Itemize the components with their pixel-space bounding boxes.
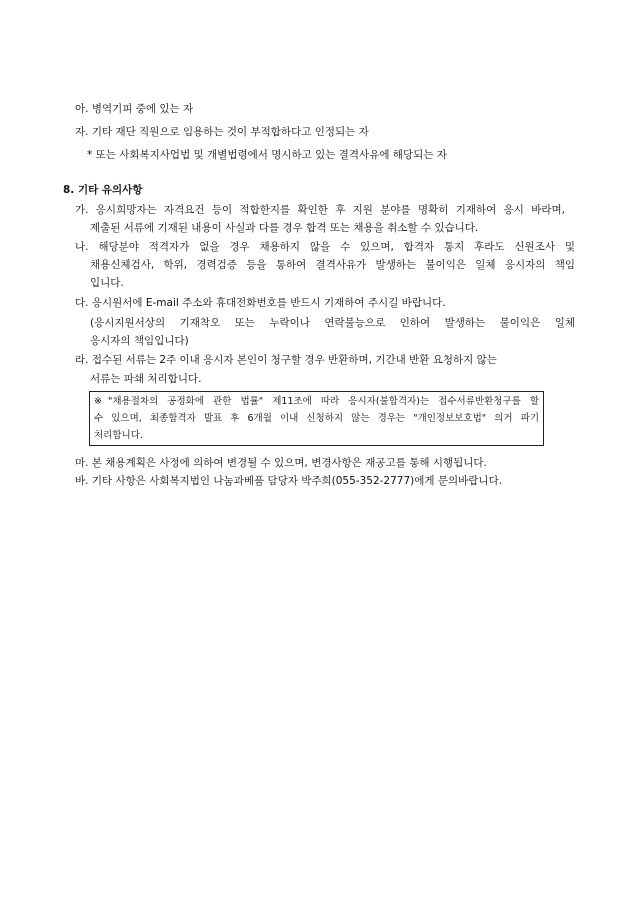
notice-line-1: ※"채용절차의 공정화에 관한 법률" 제11조에 따라 응시자(불합격자)는 접수서류반환청구를 할 — [94, 396, 539, 407]
notice-line-2: 수 있으며, 최종합격자 발표 후 6개월 이내 신청하지 않는 경우는 "개인정보보호법" 의거 파기 — [94, 413, 539, 424]
item-ra-line-1: 라. 접수된 서류는 2주 이내 응시자 본인이 청구할 경우 반환하며, 기간내 반환 요청하지 않는 — [75, 354, 497, 366]
section-8-heading: 8. 기타 유의사항 — [63, 184, 143, 196]
item-ga-line-1: 가. 응시희망자는 자격요건 등이 적합한지를 확인한 후 지원 분야를 명확히 기재하여 응시 바라며, — [75, 204, 565, 216]
item-ja: 자. 기타 재단 직원으로 임용하는 것이 부적합하다고 인정되는 자 — [75, 126, 369, 138]
item-na-line-2: 채용신체검사, 학위, 경력검증 등을 통하여 결격사유가 발생하는 불이익은 일체 응시자의 책임 — [90, 259, 575, 271]
document-return-notice-box — [89, 391, 544, 446]
item-na-line-3: 입니다. — [90, 277, 124, 289]
disqualification-note: * 또는 사회복지사업법 및 개별법령에서 명시하고 있는 결격사유에 해당되는 자 — [87, 149, 447, 161]
item-da-line-1: 다. 응시원서에 E-mail 주소와 휴대전화번호를 반드시 기재하여 주시길 바랍니다. — [75, 297, 446, 309]
notice-line-3: 처리합니다. — [94, 430, 143, 441]
item-da-line-2: (응시지원서상의 기재착오 또는 누락이나 연락불능으로 인하여 발생하는 불이익은 일체 — [90, 317, 575, 329]
item-na-line-1: 나. 해당분야 적격자가 없을 경우 채용하지 않을 수 있으며, 합격자 통지 후라도 신원조사 및 — [75, 241, 575, 253]
item-a: 아. 병역기피 중에 있는 자 — [75, 103, 194, 115]
item-ba: 바. 기타 사항은 사회복지법인 나눔과베품 담당자 박주희(055-352-2777)에게 문의바랍니다. — [75, 475, 503, 487]
item-ra-line-2: 서류는 파쇄 처리합니다. — [90, 373, 202, 385]
item-ma: 마. 본 채용계획은 사정에 의하여 변경될 수 있으며, 변경사항은 재공고를 통해 시행됩니다. — [75, 457, 487, 469]
item-ga-line-2: 제출된 서류에 기재된 내용이 사실과 다를 경우 합격 또는 채용을 취소할 수 있습니다. — [90, 222, 479, 234]
item-da-line-3: 응시자의 책임입니다) — [90, 335, 189, 347]
